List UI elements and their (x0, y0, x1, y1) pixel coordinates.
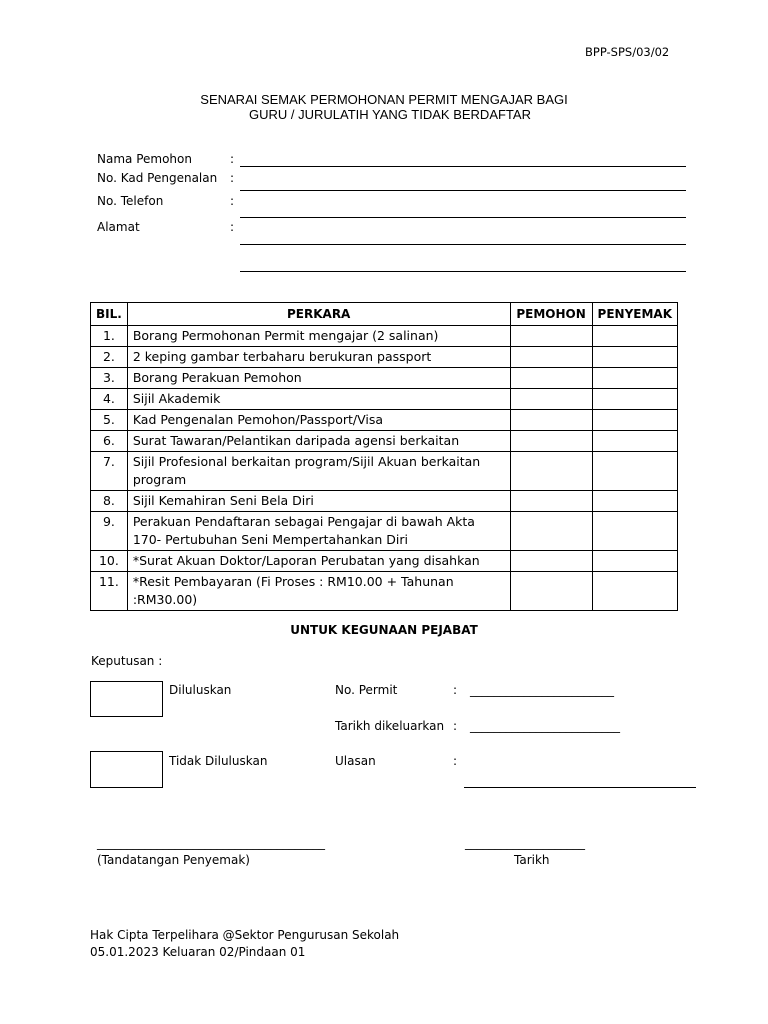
pemohon-check-cell[interactable] (510, 410, 592, 431)
table-row (91, 551, 678, 572)
label-alamat: Alamat (97, 220, 140, 234)
office-use-heading: UNTUK KEGUNAAN PEJABAT (290, 623, 478, 637)
row-number: 3. (91, 368, 128, 389)
pemohon-check-cell[interactable] (510, 368, 592, 389)
signature-date-label: Tarikh (514, 853, 550, 867)
pemohon-check-cell[interactable] (510, 347, 592, 368)
row-number: 11. (91, 572, 128, 611)
colon: : (230, 152, 235, 166)
row-item: 2 keping gambar terbaharu berukuran passport (127, 347, 510, 368)
table-row (91, 491, 678, 512)
row-item: Kad Pengenalan Pemohon/Passport/Visa (127, 410, 510, 431)
alamat-field-line-2[interactable] (240, 271, 686, 272)
pemohon-check-cell[interactable] (510, 551, 592, 572)
row-number: 4. (91, 389, 128, 410)
row-number: 9. (91, 512, 128, 551)
penyemak-check-cell[interactable] (592, 431, 677, 452)
row-item: Borang Perakuan Pemohon (127, 368, 510, 389)
table-row (91, 368, 678, 389)
penyemak-check-cell[interactable] (592, 368, 677, 389)
rejected-checkbox[interactable] (90, 751, 163, 788)
penyemak-check-cell[interactable] (592, 572, 677, 611)
pemohon-check-cell[interactable] (510, 326, 592, 347)
checklist-table (90, 302, 678, 611)
table-row (91, 326, 678, 347)
table-row (91, 512, 678, 551)
page-title-line-1: SENARAI SEMAK PERMOHONAN PERMIT MENGAJAR BAGI (200, 92, 568, 107)
keputusan-label: Keputusan : (91, 654, 163, 668)
pemohon-check-cell[interactable] (510, 452, 592, 491)
signature-date-line[interactable]: ____________________ (465, 836, 585, 850)
date-issued-label: Tarikh dikeluarkan (335, 719, 445, 733)
approved-checkbox[interactable] (90, 681, 163, 717)
colon: : (453, 719, 458, 733)
colon: : (230, 171, 235, 185)
remarks-field[interactable] (464, 787, 696, 788)
date-issued-field[interactable]: _________________________ (470, 719, 620, 733)
row-item: Perakuan Pendaftaran sebagai Pengajar di bawah Akta 170- Pertubuhan Seni Mempertahankan Diri (127, 512, 510, 551)
header-pemohon: PEMOHON (510, 303, 592, 326)
row-number: 8. (91, 491, 128, 512)
penyemak-check-cell[interactable] (592, 491, 677, 512)
row-number: 2. (91, 347, 128, 368)
table-row (91, 572, 678, 611)
row-item: Sijil Kemahiran Seni Bela Diri (127, 491, 510, 512)
table-row (91, 389, 678, 410)
page-title-line-2: GURU / JURULATIH YANG TIDAK BERDAFTAR (249, 107, 531, 122)
row-item: Sijil Akademik (127, 389, 510, 410)
rejected-label: Tidak Diluluskan (169, 754, 268, 768)
signature-label: (Tandatangan Penyemak) (97, 853, 250, 867)
label-nama-pemohon: Nama Pemohon (97, 152, 192, 166)
footer-copyright: Hak Cipta Terpelihara @Sektor Pengurusan Sekolah (90, 928, 400, 942)
table-row (91, 410, 678, 431)
colon: : (230, 220, 235, 234)
colon: : (453, 683, 458, 697)
row-item: *Surat Akuan Doktor/Laporan Perubatan yang disahkan (127, 551, 510, 572)
penyemak-check-cell[interactable] (592, 389, 677, 410)
row-item: Surat Tawaran/Pelantikan daripada agensi berkaitan (127, 431, 510, 452)
penyemak-check-cell[interactable] (592, 512, 677, 551)
kad-pengenalan-field[interactable] (240, 190, 686, 191)
table-row (91, 347, 678, 368)
pemohon-check-cell[interactable] (510, 572, 592, 611)
table-row (91, 431, 678, 452)
alamat-field-line-1[interactable] (240, 244, 686, 245)
penyemak-check-cell[interactable] (592, 452, 677, 491)
label-kad-pengenalan: No. Kad Pengenalan (97, 171, 218, 185)
penyemak-check-cell[interactable] (592, 410, 677, 431)
pemohon-check-cell[interactable] (510, 491, 592, 512)
pemohon-check-cell[interactable] (510, 512, 592, 551)
pemohon-check-cell[interactable] (510, 389, 592, 410)
colon: : (453, 754, 458, 768)
penyemak-check-cell[interactable] (592, 347, 677, 368)
header-bil: BIL. (91, 303, 128, 326)
permit-no-field[interactable]: ________________________ (470, 683, 614, 697)
document-code: BPP-SPS/03/02 (585, 45, 670, 59)
row-number: 1. (91, 326, 128, 347)
row-number: 5. (91, 410, 128, 431)
row-number: 10. (91, 551, 128, 572)
label-telefon: No. Telefon (97, 194, 164, 208)
permit-no-label: No. Permit (335, 683, 398, 697)
colon: : (230, 194, 235, 208)
pemohon-check-cell[interactable] (510, 431, 592, 452)
header-penyemak: PENYEMAK (592, 303, 677, 326)
header-perkara: PERKARA (127, 303, 510, 326)
row-number: 7. (91, 452, 128, 491)
signature-line[interactable]: ______________________________________ (97, 836, 325, 850)
row-number: 6. (91, 431, 128, 452)
row-item: Borang Permohonan Permit mengajar (2 salinan) (127, 326, 510, 347)
row-item: Sijil Profesional berkaitan program/Sijil Akuan berkaitan program (127, 452, 510, 491)
footer-version: 05.01.2023 Keluaran 02/Pindaan 01 (90, 945, 306, 959)
remarks-label: Ulasan (335, 754, 376, 768)
row-item: *Resit Pembayaran (Fi Proses : RM10.00 + Tahunan :RM30.00) (127, 572, 510, 611)
table-row (91, 452, 678, 491)
table-header-row (91, 303, 678, 326)
penyemak-check-cell[interactable] (592, 551, 677, 572)
telefon-field[interactable] (240, 217, 686, 218)
nama-pemohon-field[interactable] (240, 166, 686, 167)
approved-label: Diluluskan (169, 683, 232, 697)
penyemak-check-cell[interactable] (592, 326, 677, 347)
